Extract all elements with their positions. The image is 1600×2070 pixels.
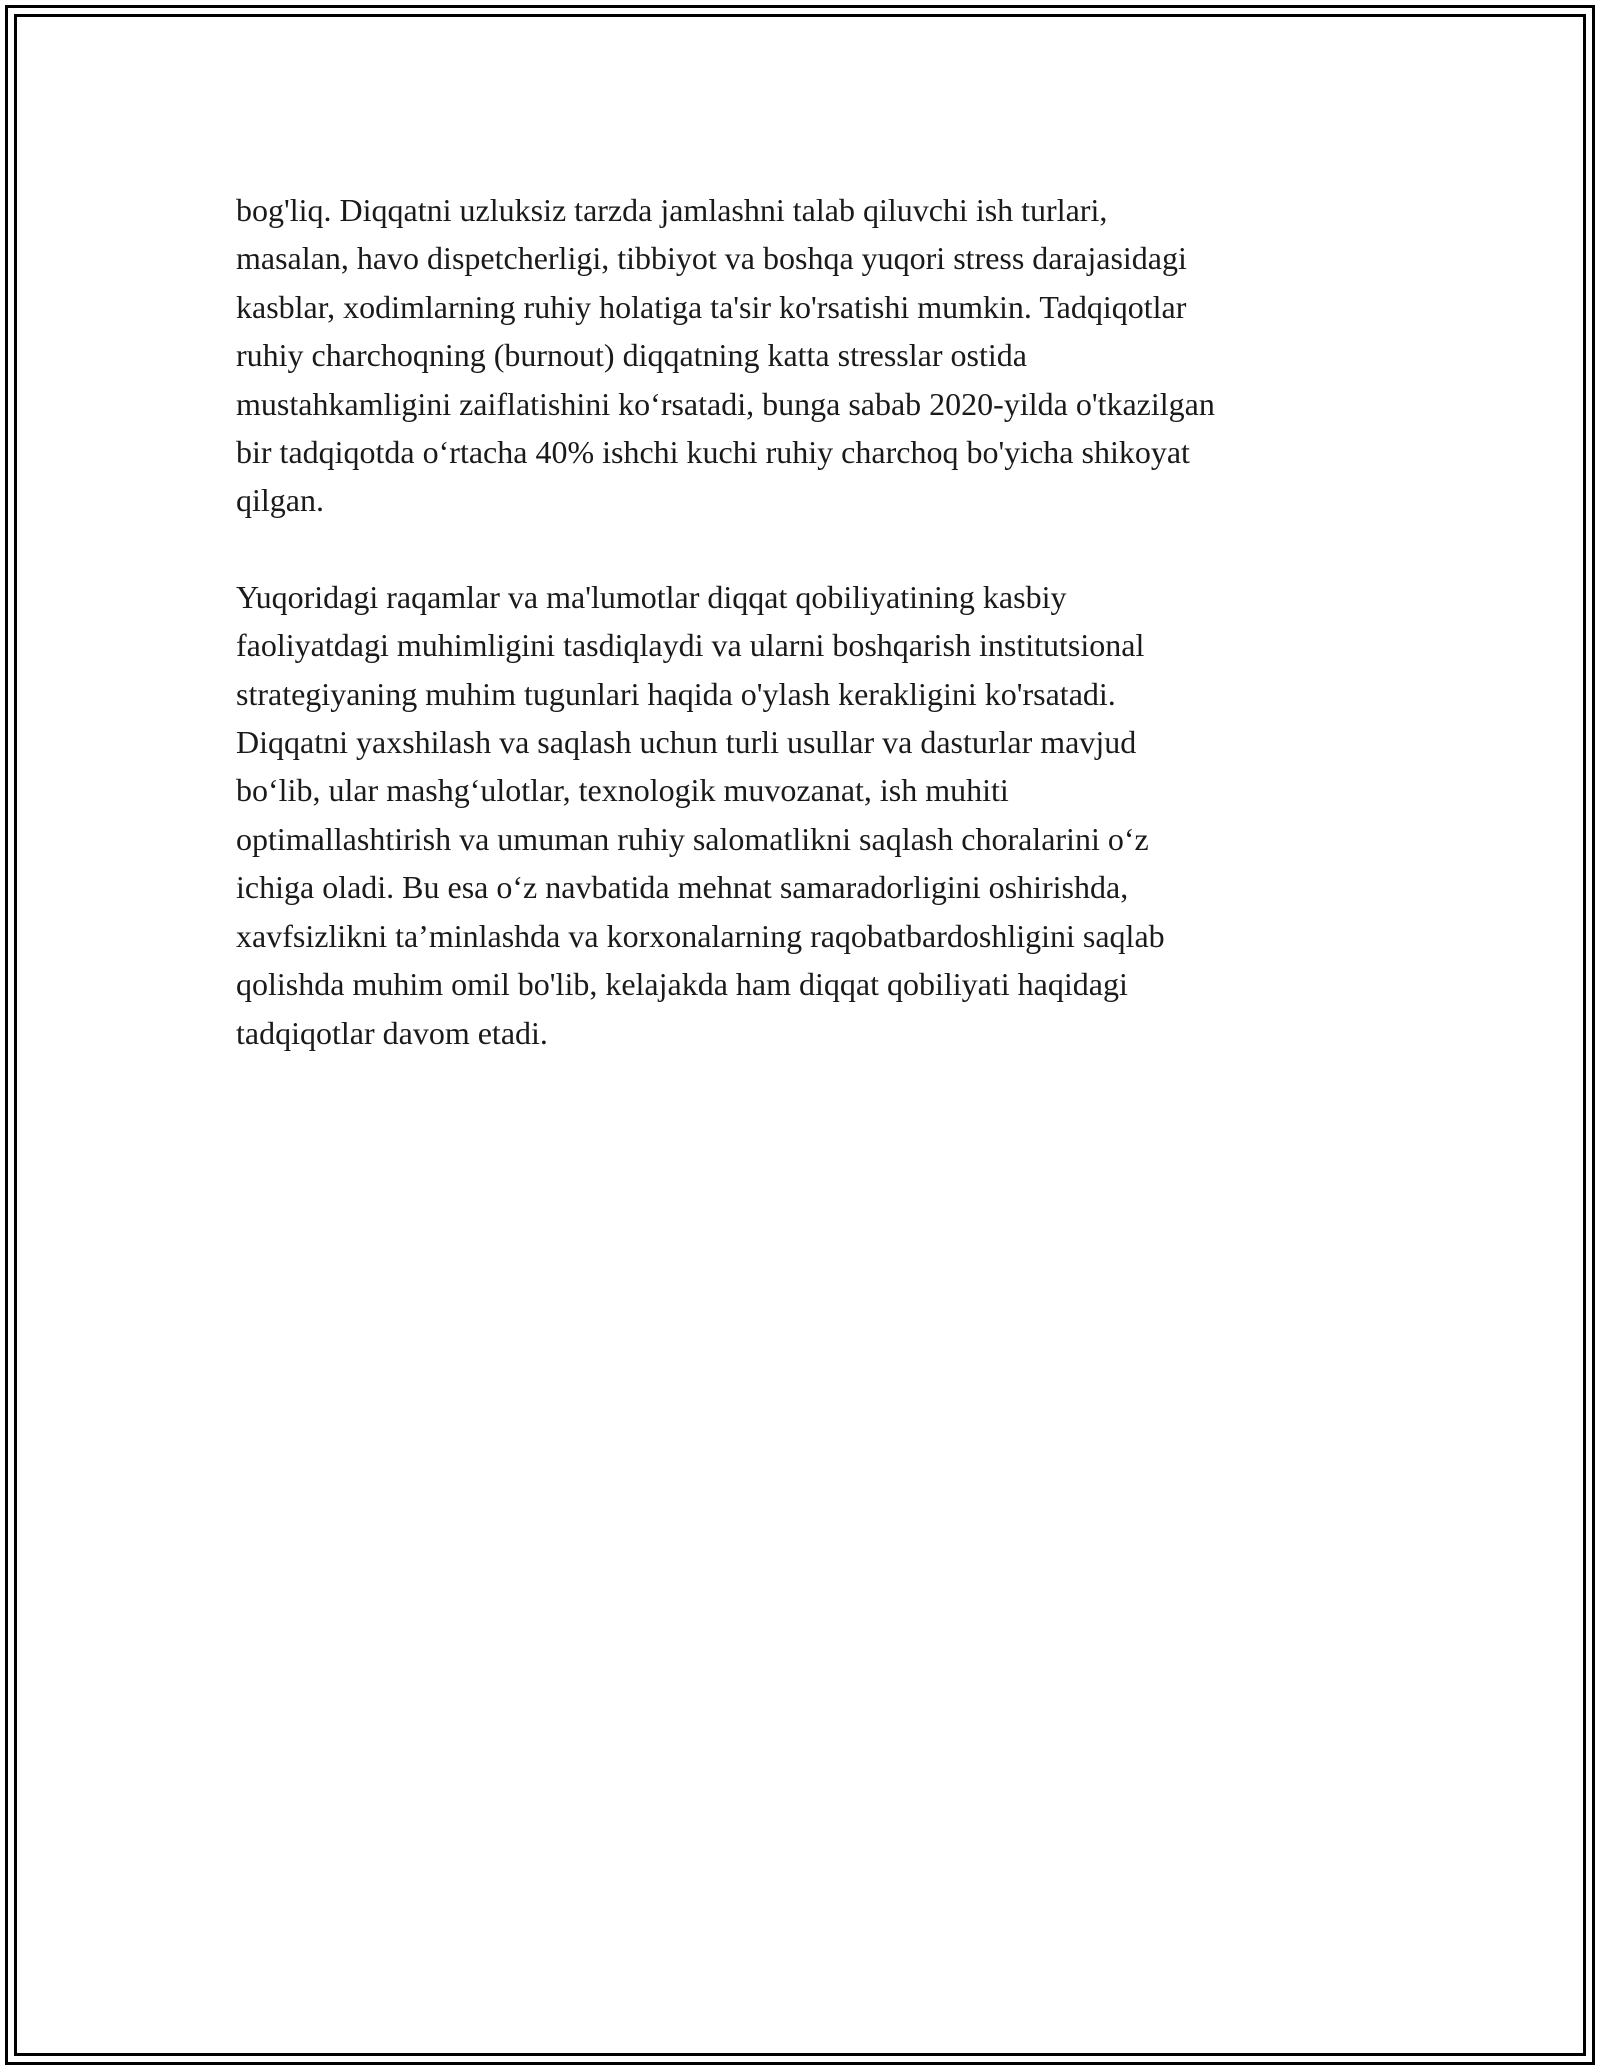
text-line: ichiga oladi. Bu esa o‘z navbatida mehnat samaradorligini oshirishda, [236, 869, 1129, 906]
text-line: bo‘lib, ular mashg‘ulotlar, texnologik muvozanat, ish muhiti [236, 772, 1009, 809]
text-line: ruhiy charchoqning (burnout) diqqatning katta stresslar ostida [236, 337, 1027, 374]
text-line: bog'liq. Diqqatni uzluksiz tarzda jamlashni talab qiluvchi ish turlari, [236, 192, 1108, 228]
text-line: qolishda muhim omil bo'lib, kelajakda ham diqqat qobiliyati haqidagi [236, 966, 1128, 1003]
text-line: masalan, havo dispetcherligi, tibbiyot va boshqa yuqori stress darajasidagi [236, 240, 1187, 277]
text-line: Diqqatni yaxshilash va saqlash uchun turli usullar va dasturlar mavjud [236, 724, 1137, 761]
document-body [236, 186, 1376, 1057]
text-line: Yuqoridagi raqamlar va ma'lumotlar diqqat qobiliyatining kasbiy [236, 578, 1067, 615]
text-line: kasblar, xodimlarning ruhiy holatiga ta'sir ko'rsatishi mumkin. Tadqiqotlar [236, 288, 1187, 325]
text-line: bir tadqiqotda o‘rtacha 40% ishchi kuchi ruhiy charchoq bo'yicha shikoyat [236, 434, 1190, 471]
text-line: strategiyaning muhim tugunlari haqida o'ylash kerakligini ko'rsatadi. [236, 675, 1116, 712]
paragraph-1 [236, 186, 1376, 525]
text-line: qilgan. [236, 482, 324, 519]
text-line: tadqiqotlar davom etadi. [236, 1014, 548, 1051]
text-line: faoliyatdagi muhimligini tasdiqlaydi va ularni boshqarish institutsional [236, 627, 1145, 664]
text-line: mustahkamligini zaiflatishini ko‘rsatadi, bunga sabab 2020-yilda o'tkazilgan [236, 385, 1215, 422]
text-line: xavfsizlikni ta’minlashda va korxonalarning raqobatbardoshligini saqlab [236, 917, 1165, 954]
paragraph-2 [236, 573, 1376, 1057]
text-line: optimallashtirish va umuman ruhiy salomatlikni saqlash choralarini o‘z [236, 820, 1149, 857]
